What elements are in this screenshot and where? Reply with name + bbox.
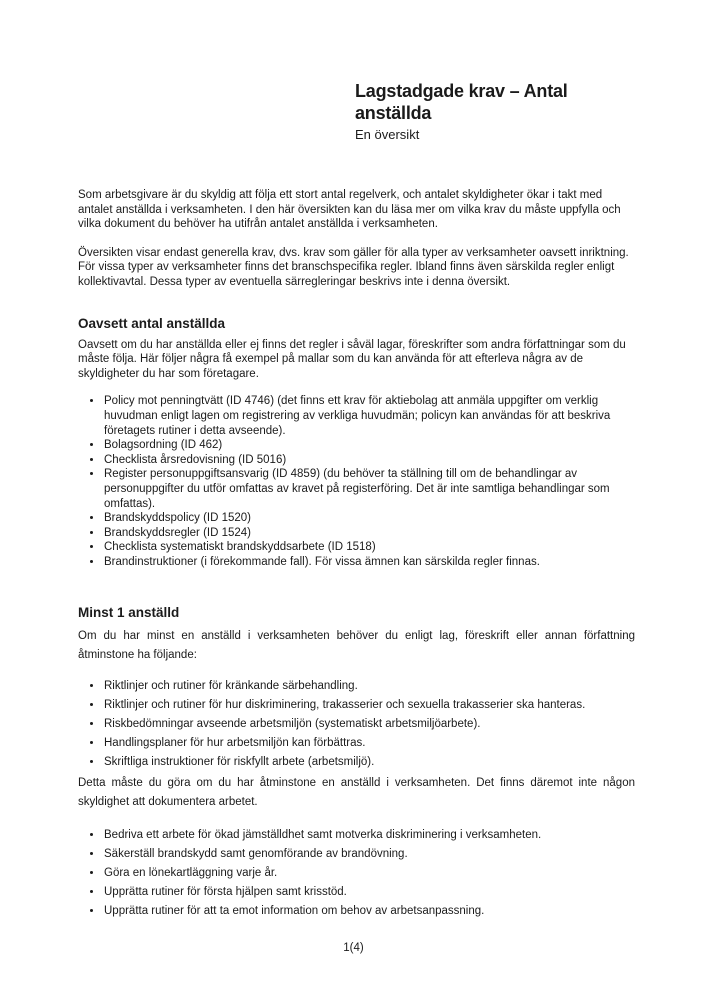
list-item: • Riskbedömningar avseende arbetsmiljön (systematiskt arbetsmiljöarbete). [103,715,635,734]
page-title: Lagstadgade krav – Antal anställda [355,81,568,123]
section-2-intro: Om du har minst en anställd i verksamheten behöver du enligt lag, föreskrift eller annan författning åtminstone ha följande: [78,630,635,662]
list-item: • Checklista årsredovisning (ID 5016) [103,453,635,468]
page-footer [0,942,707,954]
section-heading-oavsett-antal-anstallda: Oavsett antal anställda [78,315,226,331]
list-item: • Brandskyddspolicy (ID 1520) [103,511,635,526]
list-item: • Skriftliga instruktioner för riskfyllt arbete (arbetsmiljö). [103,753,635,772]
intro-paragraph-2: Översikten visar endast generella krav, dvs. krav som gäller för alla typer av verksamheter oavsett inriktning. För vissa typer av verksamheter finns det branschspecifika regler. Ibland finns även särskilda regler enligt kollektivavtal. Dessa typer av eventuella särregleringar beskrivs inte i denna översikt. [78,246,629,288]
list-item: • Bolagsordning (ID 462) [103,438,635,453]
bullet-list-oavsett [78,394,635,569]
section-heading-minst-1-anstalld: Minst 1 anställd [78,605,180,621]
list-item: • Säkerställ brandskydd samt genomförande av brandövning. [103,845,635,864]
list-item: • Checklista systematiskt brandskyddsarbete (ID 1518) [103,540,635,555]
list-item: • Register personuppgiftsansvarig (ID 4859) (du behöver ta ställning till om de behandlingar av personuppgifter du utför omfattas av kravet på registerföring. Det är inte samtliga behandlingar som omfattas). [103,467,635,511]
bullet-list-minst-1-b [78,826,635,921]
list-item: • Policy mot penningtvätt (ID 4746) (det finns ett krav för aktiebolag att anmäla uppgifter om verklig huvudman enligt lagen om registrering av verkliga huvudmän; policyn kan användas för att beskriva företagets rutiner i detta avseende). [103,394,635,438]
list-item: • Bedriva ett arbete för ökad jämställdhet samt motverka diskriminering i verksamheten. [103,826,635,845]
section-2-middle-paragraph: Detta måste du göra om du har åtminstone en anställd i verksamheten. Det finns däremot inte någon skyldighet att dokumentera arbetet. [78,777,635,809]
list-item: • Upprätta rutiner för att ta emot information om behov av arbetsanpassning. [103,902,635,921]
list-item: • Brandinstruktioner (i förekommande fall). För vissa ämnen kan särskilda regler finnas. [103,555,635,570]
title-block [355,80,630,143]
list-item: • Brandskyddsregler (ID 1524) [103,526,635,541]
list-item: • Göra en lönekartläggning varje år. [103,864,635,883]
section-1-intro: Oavsett om du har anställda eller ej finns det regler i såväl lagar, föreskrifter som andra författningar som du måste följa. Här följer några få exempel på mallar som du kan använda för att efterleva några av de skyldigheter du har som företagare. [78,338,626,380]
intro-paragraph-1: Som arbetsgivare är du skyldig att följa ett stort antal regelverk, och antalet skyldigheter ökar i takt med antalet anställda i verksamheten. I den här översikten kan du läsa mer om vilka krav du måste uppfylla och vilka dokument du behöver ha utifrån antalet anställda i verksamheten. [78,189,621,231]
bullet-list-minst-1-a [78,677,635,772]
list-item: • Upprätta rutiner för första hjälpen samt krisstöd. [103,883,635,902]
list-item: • Riktlinjer och rutiner för hur diskriminering, trakasserier och sexuella trakasserier ska hanteras. [103,696,635,715]
document-body [78,188,635,921]
page-number: 1(4) [343,942,364,954]
page-subtitle: En översikt [355,127,420,142]
list-item: • Riktlinjer och rutiner för kränkande särbehandling. [103,677,635,696]
list-item: • Handlingsplaner för hur arbetsmiljön kan förbättras. [103,734,635,753]
